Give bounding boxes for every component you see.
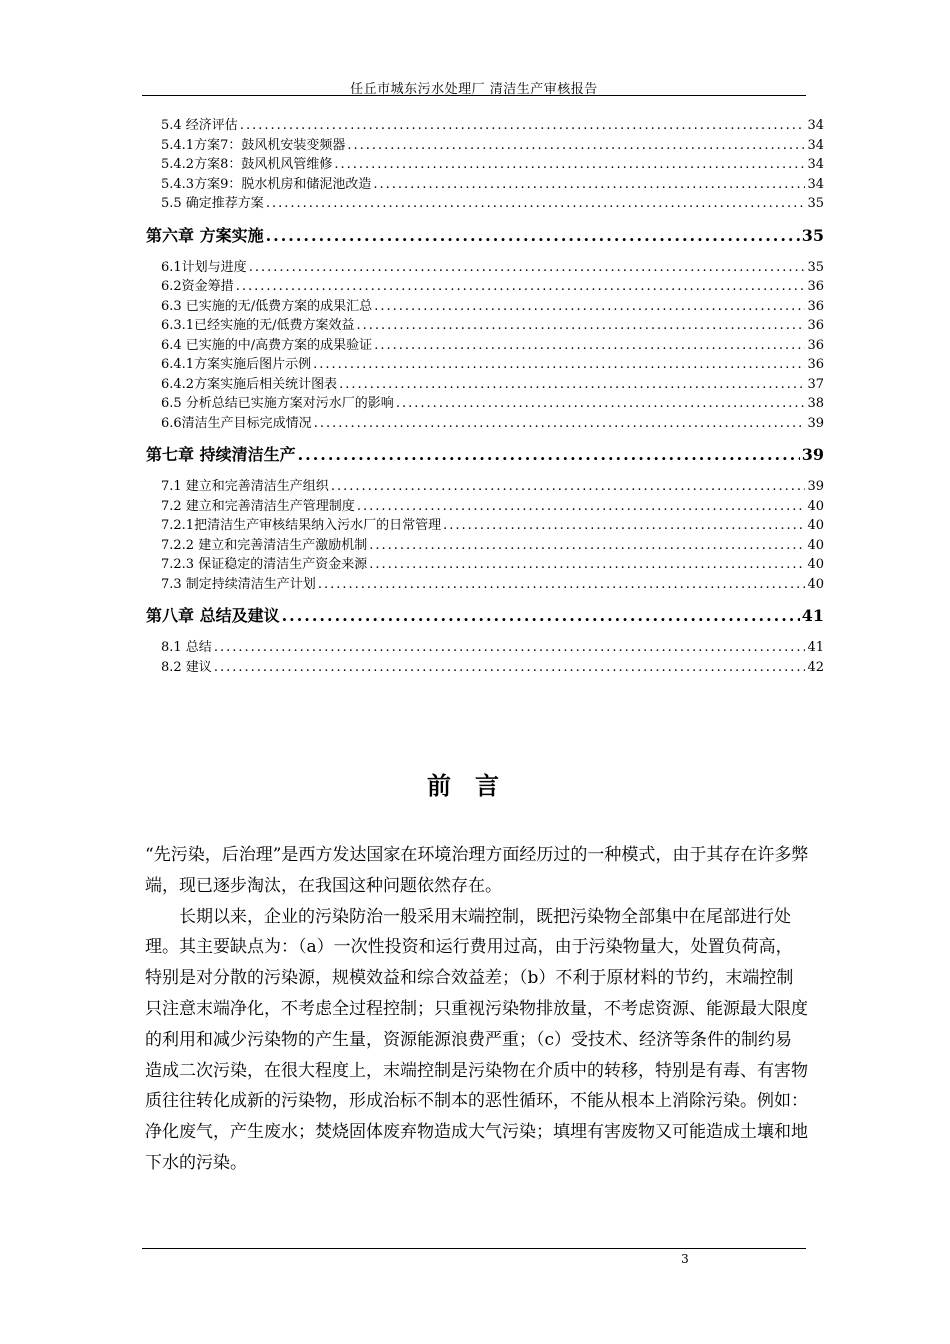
toc-entry-page: 39 xyxy=(807,415,824,431)
toc-section-entry[interactable] xyxy=(146,336,824,356)
toc-section-entry[interactable] xyxy=(146,638,824,658)
toc-entry-page: 40 xyxy=(807,576,824,592)
toc-entry-page: 36 xyxy=(807,357,824,372)
toc-leader-dots xyxy=(313,355,805,375)
toc-leader-dots xyxy=(369,555,805,575)
toc-entry-label: 6.5 分析总结已实施方案对污水厂的影响 xyxy=(161,396,394,411)
toc-leader-dots xyxy=(356,316,805,336)
toc-entry-label: 7.2.2 建立和完善清洁生产激励机制 xyxy=(161,537,368,553)
toc-entry-page: 35 xyxy=(801,225,824,245)
toc-section-entry[interactable] xyxy=(146,155,824,175)
toc-entry-page: 36 xyxy=(807,318,824,333)
toc-leader-dots xyxy=(266,222,800,250)
toc-section-entry[interactable] xyxy=(146,136,824,156)
toc-leader-dots xyxy=(282,602,800,630)
toc-entry-label: 7.2.1把清洁生产审核结果纳入污水厂的日常管理 xyxy=(161,518,442,533)
toc-leader-dots xyxy=(374,336,805,356)
toc-entry-label: 7.3 制定持续清洁生产计划 xyxy=(161,576,316,592)
toc-entry-page: 36 xyxy=(807,298,824,314)
toc-leader-dots xyxy=(357,497,806,517)
header-divider xyxy=(142,95,806,96)
toc-entry-page: 34 xyxy=(807,176,824,192)
toc-entry-page: 35 xyxy=(807,259,824,275)
toc-entry-label: 5.4.3方案9：脱水机房和储泥池改造 xyxy=(161,176,372,192)
toc-entry-page: 41 xyxy=(801,606,824,625)
toc-entry-label: 5.4.2方案8：鼓风机风管维修 xyxy=(161,157,333,172)
toc-section-entry[interactable] xyxy=(146,375,824,395)
preface-paragraph: 长期以来，企业的污染防治一般采用末端控制，既把污染物全部集中在尾部进行处理。其主要缺点为：（a）一次性投资和运行费用过高，由于污染物量大，处置负荷高，特别是对分散的污染源，规模效益和综合效益差；（b）不利于原材料的节约，末端控制只注意末端净化，不考虑全过程控制；只重视污染物排放量，不考虑资源、能源最大限度的利用和减少污染物的产生量，资源能源浪费严重；（c）受技术、经济等条件的制约易造成二次污染，在很大程度上，末端控制是污染物在介质中的转移，特别是有毒、有害物质往往转化成新的污染物，形成治标不制本的恶性循环，不能从根本上消除污染。例如：净化废气，产生废水；焚烧固体废弃物造成大气污染；填埋有害废物又可能造成土壤和地下水的污染。 xyxy=(145,906,808,1173)
toc-entry-label: 6.2资金筹措 xyxy=(161,279,234,294)
toc-entry-label: 第六章 方案实施 xyxy=(146,225,264,245)
toc-entry-page: 34 xyxy=(807,137,824,153)
toc-leader-dots xyxy=(374,297,805,317)
toc-entry-page: 42 xyxy=(807,659,824,675)
toc-entry-page: 34 xyxy=(807,118,824,133)
toc-section-entry[interactable] xyxy=(146,175,824,195)
toc-entry-page: 34 xyxy=(807,157,824,172)
toc-section-entry[interactable] xyxy=(146,355,824,375)
toc-entry-page: 40 xyxy=(807,557,824,572)
toc-entry-label: 5.4 经济评估 xyxy=(161,118,238,133)
toc-section-entry[interactable] xyxy=(146,575,824,595)
preface-body xyxy=(145,840,809,1179)
toc-chapter-entry[interactable] xyxy=(146,602,824,630)
toc-leader-dots xyxy=(339,375,805,395)
toc-entry-label: 6.4 已实施的中/高费方案的成果验证 xyxy=(161,337,373,353)
toc-section-entry[interactable] xyxy=(146,194,824,214)
toc-entry-page: 37 xyxy=(807,376,824,392)
toc-section-entry[interactable] xyxy=(146,116,824,136)
toc-entry-page: 41 xyxy=(807,640,824,655)
toc-section-entry[interactable] xyxy=(146,277,824,297)
toc-section-entry[interactable] xyxy=(146,658,824,678)
toc-entry-label: 5.5 确定推荐方案 xyxy=(161,196,264,211)
preface-paragraph: “先污染，后治理”是西方发达国家在环境治理方面经历过的一种模式，由于其存在许多弊端，现已逐步淘汰，在我国这种问题依然存在。 xyxy=(145,845,809,896)
toc-leader-dots xyxy=(347,136,805,156)
toc-leader-dots xyxy=(249,258,806,278)
toc-entry-page: 40 xyxy=(807,518,824,533)
toc-leader-dots xyxy=(443,516,805,536)
toc-entry-label: 6.6清洁生产目标完成情况 xyxy=(161,415,312,431)
toc-leader-dots xyxy=(236,277,806,297)
toc-entry-page: 40 xyxy=(807,498,824,514)
toc-chapter-entry[interactable] xyxy=(146,441,824,469)
toc-section-entry[interactable] xyxy=(146,536,824,556)
toc-leader-dots xyxy=(298,441,800,469)
toc-section-entry[interactable] xyxy=(146,297,824,317)
toc-section-entry[interactable] xyxy=(146,477,824,497)
toc-section-entry[interactable] xyxy=(146,555,824,575)
toc-leader-dots xyxy=(369,536,805,556)
page-number: 3 xyxy=(681,1252,689,1266)
toc-leader-dots xyxy=(331,477,806,497)
toc-entry-label: 第八章 总结及建议 xyxy=(146,606,280,625)
toc-section-entry[interactable] xyxy=(146,394,824,414)
preface-title: 前言 xyxy=(427,771,523,800)
toc-leader-dots xyxy=(314,414,806,434)
toc-entry-label: 6.4.1方案实施后图片示例 xyxy=(161,357,312,372)
toc-entry-label: 5.4.1方案7：鼓风机安装变频器 xyxy=(161,137,346,153)
toc-entry-page: 39 xyxy=(807,479,824,494)
toc-leader-dots xyxy=(396,394,806,414)
toc-leader-dots xyxy=(214,658,806,678)
toc-entry-label: 7.2 建立和完善清洁生产管理制度 xyxy=(161,498,355,514)
toc-entry-page: 40 xyxy=(807,537,824,553)
toc-section-entry[interactable] xyxy=(146,316,824,336)
toc-entry-label: 8.1 总结 xyxy=(161,640,212,655)
page-header-title: 任丘市城东污水处理厂 清洁生产审核报告 xyxy=(350,82,598,97)
toc-leader-dots xyxy=(214,638,806,658)
toc-entry-label: 第七章 持续清洁生产 xyxy=(146,445,296,464)
toc-chapter-entry[interactable] xyxy=(146,222,824,250)
toc-entry-label: 6.4.2方案实施后相关统计图表 xyxy=(161,376,338,392)
toc-entry-label: 6.3.1已经实施的无/低费方案效益 xyxy=(161,318,355,333)
toc-entry-page: 36 xyxy=(807,279,824,294)
toc-leader-dots xyxy=(266,194,806,214)
toc-section-entry[interactable] xyxy=(146,258,824,278)
toc-section-entry[interactable] xyxy=(146,414,824,434)
toc-entry-label: 6.3 已实施的无/低费方案的成果汇总 xyxy=(161,298,373,314)
toc-entry-label: 7.2.3 保证稳定的清洁生产资金来源 xyxy=(161,557,368,572)
toc-leader-dots xyxy=(373,175,805,195)
toc-entry-page: 35 xyxy=(807,196,824,211)
table-of-contents xyxy=(146,116,824,677)
toc-entry-label: 6.1计划与进度 xyxy=(161,259,247,275)
toc-leader-dots xyxy=(318,575,806,595)
toc-entry-page: 38 xyxy=(807,396,824,411)
toc-leader-dots xyxy=(240,116,806,136)
footer-divider xyxy=(142,1248,806,1249)
toc-leader-dots xyxy=(334,155,805,175)
toc-entry-label: 8.2 建议 xyxy=(161,659,212,675)
toc-section-entry[interactable] xyxy=(146,497,824,517)
toc-section-entry[interactable] xyxy=(146,516,824,536)
toc-entry-page: 39 xyxy=(801,445,824,464)
toc-entry-label: 7.1 建立和完善清洁生产组织 xyxy=(161,479,329,494)
toc-entry-page: 36 xyxy=(807,337,824,353)
